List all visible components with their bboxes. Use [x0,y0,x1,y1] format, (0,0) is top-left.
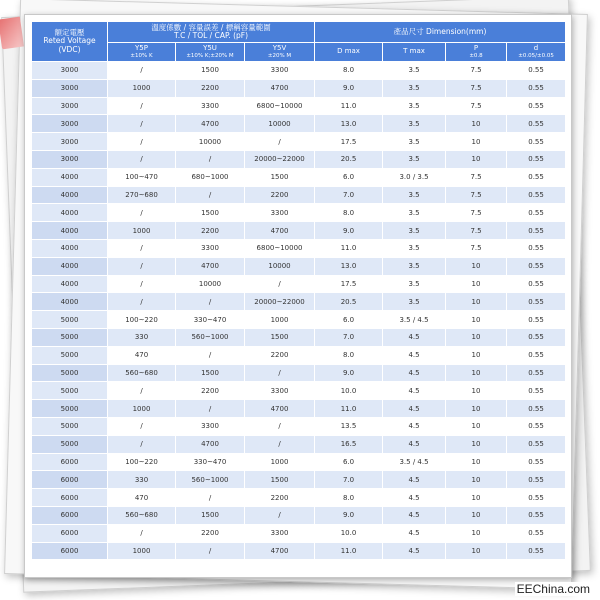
ysp-cell: / [108,150,176,168]
d-cell: 0.55 [507,62,566,80]
ysu-cell: 560~1000 [176,471,245,489]
table-row [32,62,566,80]
d-cell: 0.55 [507,97,566,115]
table-row [32,204,566,222]
ysv-cell: 20000~22000 [245,293,315,311]
dmax-cell: 10.0 [315,382,383,400]
d-cell: 0.55 [507,542,566,560]
voltage-cell: 4000 [32,186,108,204]
voltage-unit: (VDC) [58,44,81,54]
tmax-cell: 4.5 [383,489,446,507]
p-cell: 10 [446,275,507,293]
ysv-cell: 3300 [245,204,315,222]
table-row [32,257,566,275]
p-cell: 10 [446,328,507,346]
dmax-cell: 17.5 [315,133,383,151]
d-cell: 0.55 [507,346,566,364]
ysv-cell: 2200 [245,346,315,364]
ysv-cell: 4700 [245,222,315,240]
d-cell: 0.55 [507,133,566,151]
ysv-cell: / [245,364,315,382]
voltage-cell: 5000 [32,328,108,346]
ysp-cell: 100~220 [108,311,176,329]
dmax-cell: 11.0 [315,542,383,560]
ysu-cell: 3300 [176,239,245,257]
ysu-cell: 1500 [176,364,245,382]
ysp-cell: / [108,115,176,133]
ysv-cell: 3300 [245,62,315,80]
ysp-cell: 470 [108,346,176,364]
d-cell: 0.55 [507,186,566,204]
ysv-tolerance: ±20% M [267,52,292,59]
ysv-cell: 1000 [245,311,315,329]
p-cell: 10 [446,133,507,151]
ysu-cell: 2200 [176,524,245,542]
voltage-label-cn: 額定電壓 [54,28,85,38]
tmax-cell: 4.5 [383,328,446,346]
dmax-cell: 6.0 [315,168,383,186]
table-row [32,328,566,346]
tmax-cell: 4.5 [383,471,446,489]
ysu-cell: 2200 [176,382,245,400]
header-row-groups [32,22,566,43]
ysp-cell: 1000 [108,79,176,97]
ysv-cell: 10000 [245,257,315,275]
table-row [32,79,566,97]
ysu-cell: 330~470 [176,453,245,471]
tmax-cell: 3.5 / 4.5 [383,311,446,329]
p-cell: 10 [446,400,507,418]
table-row [32,168,566,186]
dmax-cell: 10.0 [315,524,383,542]
ysu-cell: / [176,150,245,168]
voltage-cell: 4000 [32,204,108,222]
voltage-cell: 3000 [32,79,108,97]
ysv-cell: 4700 [245,79,315,97]
ysp-cell: 330 [108,328,176,346]
p-cell: 10 [446,346,507,364]
d-cell: 0.55 [507,293,566,311]
dmax-cell: 8.0 [315,62,383,80]
tmax-cell: 3.5 [383,150,446,168]
ysv-cell: 1000 [245,453,315,471]
d-cell: 0.55 [507,489,566,507]
ysp-cell: / [108,62,176,80]
p-cell: 10 [446,311,507,329]
ysp-cell: / [108,133,176,151]
ysv-cell: / [245,133,315,151]
ysp-cell: / [108,239,176,257]
voltage-cell: 5000 [32,311,108,329]
d-tolerance: ±0.05/±0.05 [518,52,554,59]
voltage-column-header [32,22,108,62]
dmax-header: D max [315,43,383,62]
ysu-tolerance: ±10% K;±20% M [186,52,234,59]
voltage-cell: 4000 [32,239,108,257]
voltage-cell: 6000 [32,542,108,560]
ysu-cell: 4700 [176,257,245,275]
ysu-cell: 4700 [176,435,245,453]
table-row [32,435,566,453]
tc-group-header [108,22,315,43]
ysu-cell: 10000 [176,275,245,293]
voltage-cell: 6000 [32,471,108,489]
ysu-cell: / [176,542,245,560]
voltage-cell: 5000 [32,435,108,453]
tmax-cell: 4.5 [383,346,446,364]
ysp-cell: / [108,382,176,400]
dimension-group-header: 產品尺寸 Dimension(mm) [315,22,566,43]
spec-table-photo [24,14,572,578]
voltage-cell: 4000 [32,222,108,240]
ysp-cell: 1000 [108,542,176,560]
ysp-cell: 100~220 [108,453,176,471]
table-row [32,489,566,507]
table-row [32,471,566,489]
p-cell: 10 [446,257,507,275]
tc-group-en: T.C / TOL / CAP. (pF) [174,31,248,40]
p-cell: 7.5 [446,97,507,115]
dmax-cell: 6.0 [315,311,383,329]
ysu-cell: 2200 [176,222,245,240]
ysv-cell: / [245,275,315,293]
ysv-cell: 3300 [245,524,315,542]
ysu-cell: 10000 [176,133,245,151]
dmax-cell: 8.0 [315,204,383,222]
ysu-cell: / [176,489,245,507]
ysv-cell: 1500 [245,471,315,489]
dmax-cell: 8.0 [315,346,383,364]
ysp-label: Y5P [135,44,148,53]
ysp-cell: / [108,293,176,311]
background-photo-corner [0,17,24,50]
voltage-cell: 5000 [32,400,108,418]
ysu-cell: / [176,400,245,418]
ysv-cell: 2200 [245,489,315,507]
d-cell: 0.55 [507,311,566,329]
ysu-cell: 3300 [176,417,245,435]
d-cell: 0.55 [507,328,566,346]
ysv-cell: 1500 [245,328,315,346]
table-row [32,453,566,471]
p-cell: 7.5 [446,186,507,204]
table-row [32,400,566,418]
tmax-cell: 3.5 [383,62,446,80]
voltage-cell: 6000 [32,453,108,471]
ysu-cell: / [176,293,245,311]
d-cell: 0.55 [507,275,566,293]
p-cell: 10 [446,453,507,471]
p-cell: 7.5 [446,239,507,257]
ysp-cell: / [108,97,176,115]
dmax-cell: 9.0 [315,364,383,382]
ysp-cell: 100~470 [108,168,176,186]
ysv-cell: / [245,506,315,524]
p-cell: 10 [446,417,507,435]
p-cell: 10 [446,382,507,400]
voltage-cell: 5000 [32,364,108,382]
d-cell: 0.55 [507,417,566,435]
ysv-cell: 1500 [245,168,315,186]
p-cell: 10 [446,435,507,453]
tmax-cell: 3.5 [383,115,446,133]
site-watermark: EEChina.com [516,582,590,596]
p-header [446,43,507,62]
p-cell: 7.5 [446,62,507,80]
p-cell: 7.5 [446,222,507,240]
tmax-header: T max [383,43,446,62]
d-label: d [533,44,539,53]
voltage-cell: 5000 [32,417,108,435]
ysu-cell: 1500 [176,506,245,524]
table-row [32,524,566,542]
ysp-header [108,43,176,62]
tmax-cell: 4.5 [383,382,446,400]
p-cell: 10 [446,150,507,168]
ysu-cell: 680~1000 [176,168,245,186]
ysv-cell: 2200 [245,186,315,204]
dmax-cell: 13.5 [315,417,383,435]
p-cell: 10 [446,115,507,133]
d-cell: 0.55 [507,257,566,275]
voltage-cell: 3000 [32,133,108,151]
d-cell: 0.55 [507,364,566,382]
voltage-label-en: Reted Voltage [43,36,96,46]
d-cell: 0.55 [507,204,566,222]
p-cell: 7.5 [446,168,507,186]
spec-table-body [32,62,566,560]
ysu-cell: / [176,186,245,204]
tmax-cell: 3.5 [383,257,446,275]
ysv-cell: 4700 [245,542,315,560]
dmax-cell: 20.5 [315,150,383,168]
voltage-cell: 4000 [32,168,108,186]
ysp-cell: 330 [108,471,176,489]
ysu-cell: 2200 [176,79,245,97]
dmax-cell: 11.0 [315,400,383,418]
p-tolerance: ±0.8 [469,52,483,59]
tmax-cell: 4.5 [383,417,446,435]
d-cell: 0.55 [507,222,566,240]
tc-group-cn: 溫度係數 / 容量誤差 / 標稱容量範圍 [151,22,271,32]
dmax-cell: 17.5 [315,275,383,293]
dmax-cell: 7.0 [315,328,383,346]
dmax-cell: 20.5 [315,293,383,311]
d-cell: 0.55 [507,435,566,453]
capacitor-spec-table [31,21,566,560]
tmax-cell: 3.5 [383,97,446,115]
p-label: P [473,44,479,53]
d-cell: 0.55 [507,115,566,133]
voltage-cell: 3000 [32,115,108,133]
ysp-cell: / [108,435,176,453]
ysu-label: Y5U [203,44,217,53]
dmax-cell: 16.5 [315,435,383,453]
ysp-cell: 1000 [108,222,176,240]
table-row [32,293,566,311]
tmax-cell: 3.5 [383,293,446,311]
d-header [507,43,566,62]
ysu-cell: 1500 [176,62,245,80]
tmax-cell: 3.5 [383,239,446,257]
table-row [32,222,566,240]
ysv-cell: 4700 [245,400,315,418]
table-row [32,275,566,293]
tmax-cell: 3.5 [383,186,446,204]
ysv-cell: 6800~10000 [245,97,315,115]
voltage-cell: 6000 [32,506,108,524]
ysp-cell: / [108,204,176,222]
dmax-cell: 11.0 [315,239,383,257]
tmax-cell: 4.5 [383,364,446,382]
table-row [32,346,566,364]
d-cell: 0.55 [507,400,566,418]
dmax-cell: 9.0 [315,222,383,240]
dmax-cell: 7.0 [315,471,383,489]
dmax-cell: 11.0 [315,97,383,115]
tmax-cell: 4.5 [383,524,446,542]
table-row [32,542,566,560]
dmax-cell: 7.0 [315,186,383,204]
p-cell: 7.5 [446,79,507,97]
ysv-header [245,43,315,62]
dmax-cell: 8.0 [315,489,383,507]
voltage-cell: 3000 [32,62,108,80]
tmax-cell: 4.5 [383,435,446,453]
ysv-cell: / [245,417,315,435]
ysv-cell: 10000 [245,115,315,133]
d-cell: 0.55 [507,471,566,489]
table-row [32,186,566,204]
p-cell: 10 [446,471,507,489]
ysp-cell: 470 [108,489,176,507]
ysp-cell: / [108,524,176,542]
ysv-cell: 20000~22000 [245,150,315,168]
table-row [32,239,566,257]
ysu-cell: / [176,346,245,364]
tmax-cell: 4.5 [383,542,446,560]
table-row [32,506,566,524]
tmax-cell: 3.5 [383,222,446,240]
ysu-cell: 330~470 [176,311,245,329]
tmax-cell: 4.5 [383,400,446,418]
dmax-cell: 9.0 [315,506,383,524]
p-cell: 10 [446,506,507,524]
d-cell: 0.55 [507,150,566,168]
d-cell: 0.55 [507,506,566,524]
voltage-cell: 4000 [32,275,108,293]
ysp-cell: / [108,257,176,275]
tmax-cell: 4.5 [383,506,446,524]
tmax-cell: 3.5 [383,275,446,293]
ysp-cell: 270~680 [108,186,176,204]
d-cell: 0.55 [507,239,566,257]
d-cell: 0.55 [507,79,566,97]
ysu-cell: 4700 [176,115,245,133]
d-cell: 0.55 [507,382,566,400]
voltage-cell: 5000 [32,346,108,364]
ysp-cell: 1000 [108,400,176,418]
p-cell: 10 [446,542,507,560]
voltage-cell: 3000 [32,97,108,115]
voltage-cell: 3000 [32,150,108,168]
table-row [32,150,566,168]
ysv-cell: 3300 [245,382,315,400]
ysu-header [176,43,245,62]
p-cell: 7.5 [446,204,507,222]
p-cell: 10 [446,293,507,311]
d-cell: 0.55 [507,168,566,186]
ysu-cell: 560~1000 [176,328,245,346]
d-cell: 0.55 [507,524,566,542]
tmax-cell: 3.5 [383,204,446,222]
ysp-cell: / [108,275,176,293]
tmax-cell: 3.5 [383,133,446,151]
p-cell: 10 [446,524,507,542]
voltage-cell: 6000 [32,524,108,542]
header-row-columns [32,43,566,62]
table-row [32,364,566,382]
tmax-cell: 3.5 / 4.5 [383,453,446,471]
dmax-cell: 9.0 [315,79,383,97]
ysp-cell: 560~680 [108,364,176,382]
table-row [32,417,566,435]
ysu-cell: 1500 [176,204,245,222]
voltage-cell: 4000 [32,293,108,311]
ysv-cell: / [245,435,315,453]
dmax-cell: 13.0 [315,115,383,133]
voltage-cell: 5000 [32,382,108,400]
ysp-cell: / [108,417,176,435]
d-cell: 0.55 [507,453,566,471]
dmax-cell: 13.0 [315,257,383,275]
dmax-cell: 6.0 [315,453,383,471]
voltage-cell: 4000 [32,257,108,275]
table-row [32,382,566,400]
table-row [32,311,566,329]
table-row [32,115,566,133]
ysu-cell: 3300 [176,97,245,115]
tmax-cell: 3.5 [383,79,446,97]
ysv-label: Y5V [272,44,287,53]
table-row [32,97,566,115]
table-row [32,133,566,151]
voltage-cell: 6000 [32,489,108,507]
ysv-cell: 6800~10000 [245,239,315,257]
p-cell: 10 [446,489,507,507]
ysp-cell: 560~680 [108,506,176,524]
tmax-cell: 3.0 / 3.5 [383,168,446,186]
ysp-tolerance: ±10% K [130,52,153,59]
p-cell: 10 [446,364,507,382]
